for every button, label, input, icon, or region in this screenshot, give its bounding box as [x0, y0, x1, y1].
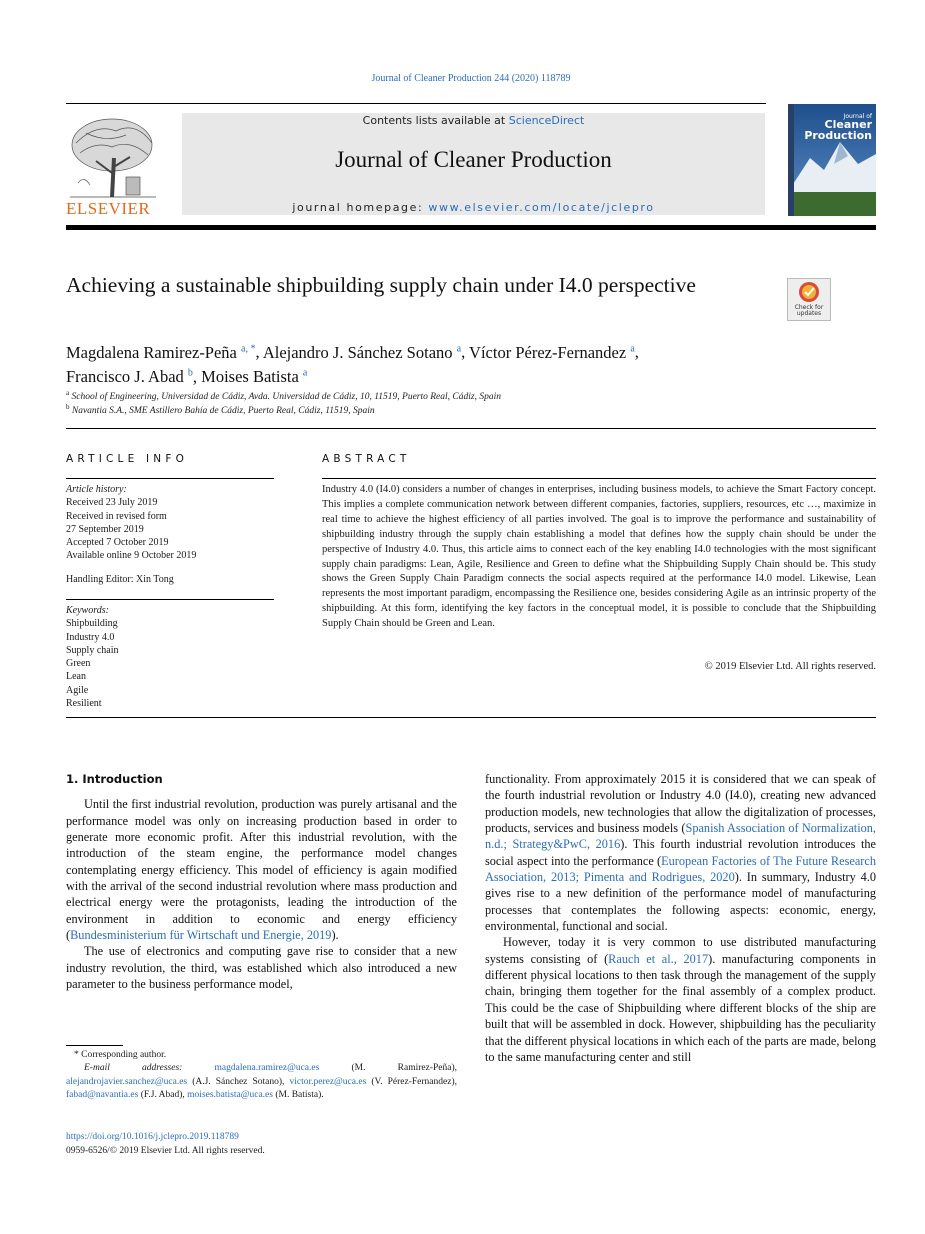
- reference-link[interactable]: European Factories of The Future Research Association, 2013; Pimenta and Rodrigues, 2020: [485, 853, 876, 885]
- cover-title-3: Production: [804, 129, 872, 142]
- section-heading-introduction: 1. Introduction: [66, 772, 163, 786]
- body-right-column: [485, 771, 876, 1065]
- author-list: Magdalena Ramirez-Peña $^{a, *}$, Alejandro J. Sánchez Sotano $^a$, Víctor Pérez-Fernandez $^a$, Francisco J. Abad $^b$, Moises Batista $^a$: [66, 342, 639, 386]
- article-title: Achieving a sustainable shipbuilding supply chain under I4.0 perspective: [66, 273, 696, 297]
- email-link[interactable]: fabad@navantia.es: [66, 1090, 139, 1101]
- contents-prefix: Contents lists available at: [362, 114, 509, 127]
- reference-link[interactable]: Rauch et al., 2017: [608, 951, 709, 966]
- sciencedirect-link[interactable]: ScienceDirect: [508, 114, 585, 127]
- history-item: Available online 9 October 2019: [66, 550, 197, 562]
- author-5[interactable]: Moises Batista $^a$: [201, 367, 308, 386]
- keyword: Resilient: [66, 698, 102, 710]
- paragraph: Until the first industrial revolution, production was purely artisanal and the performance model was only on increasing production based in order to generate more economic profit. After this industrial revolution, with the introduction of the steam engine, the performance model changes contemplating energy efficiency. This model of efficiency is again modified with the arrival of the second industrial revolution where mass production and electrical energy were the protagonists, leading the introduction of the environment in addition to economic and energy efficiency (Bundesministerium für Wirtschaft und Energie, 2019).: [66, 797, 457, 943]
- history-item: Received 23 July 2019: [66, 497, 158, 509]
- email-link[interactable]: magdalena.ramirez@uca.es: [214, 1063, 320, 1074]
- author-1[interactable]: Magdalena Ramirez-Peña $^{a, *}$: [66, 342, 256, 362]
- body-left-column: [66, 771, 457, 992]
- corresponding-author-note: * Corresponding author.: [74, 1050, 167, 1060]
- keyword: Green: [66, 658, 91, 670]
- contents-line: [182, 114, 765, 127]
- history-item: 27 September 2019: [66, 523, 144, 535]
- check-updates-label: Check for updates: [794, 304, 824, 317]
- abstract-text: Industry 4.0 (I4.0) considers a number of changes in enterprises, including business models, to achieve the Smart Factory concept. This implies a complete communication network between different companies, factories, suppliers, resources, etc …, maximize in real time to achieve the highest efficiency of all parties involved. The goal is to improve the performance and sustainability of shipbuilding industry through the supply chain establishing a model that defines how the supply chain should be under the perspective of Industry 4.0. Thus, this article aims to connect each of the key enabling I4.0 technologies with the most significant supply chain paradigms: Lean, Agile, Resilience and Green to define what the Shipbuilding Supply Chain should be. This study shows the Green Supply Chain Paradigm connects the social aspects required at the performance I4.0 model. Likewise, Lean represents the most important paradigm, encompassing the Resilience one, besides considering Agile as an intrinsic property of the shipbuilding. At this form, identifying the key factors in the conceptual model, it is possible to conclude that the Shipbuilding Supply Chain should be Green and Lean.: [322, 484, 876, 630]
- cover-title-2: Cleaner: [824, 118, 872, 131]
- journal-cover-image[interactable]: [788, 104, 876, 216]
- doi-block: [66, 1131, 265, 1158]
- affiliation-a: $^a$ School of Engineering, Universidad de Cádiz, Avda. Universidad de Cádiz, 10, 11519, Puerto Real, Cádiz, Spain: [66, 389, 501, 403]
- email-link[interactable]: moises.batista@uca.es: [187, 1090, 273, 1101]
- homepage-line: [182, 201, 765, 214]
- paragraph: functionality. From approximately 2015 it is considered that we can speak of the fourth industrial revolution or Industry 4.0 (I4.0), creating new advanced production models, new technologies that allow the digitalization of processes, products, services and business models (Spanish Association of Normalization, n.d.; Strategy&PwC, 2016). This fourth industrial revolution introduces the social aspect into the performance (European Factories of The Future Research Association, 2013; Pimenta and Rodrigues, 2020). In summary, Industry 4.0 gives rise to a new definition of the performance model of manufacturing processes that contemplates the following aspects: economic, energy, environmental, functional and social.: [485, 772, 876, 934]
- check-updates-icon: [788, 279, 830, 305]
- paragraph: However, today it is very common to use distributed manufacturing systems consisting of (Rauch et al., 2017). manufacturing components in different physical locations to then task through the management of the supply chain, bringing them together for the final assembly of a complex product. This could be the case of Shipbuilding where different blocks of the ship are built that will be assembled in dock. However, shipbuilding has the peculiarity that the different physical locations in which each of the parts are made, belong to the same manufacturing center and still: [485, 935, 876, 1064]
- author-4[interactable]: Francisco J. Abad $^b$: [66, 367, 193, 386]
- paragraph: The use of electronics and computing gave rise to consider that a new industry revolution, the third, was established which also introduced a new parameter to the business performance model,: [66, 944, 457, 992]
- history-item: Accepted 7 October 2019: [66, 537, 169, 549]
- journal-title: Journal of Cleaner Production: [335, 147, 612, 172]
- author-2[interactable]: Alejandro J. Sánchez Sotano $^a$: [262, 342, 462, 362]
- history-item: Received in revised form: [66, 510, 167, 522]
- journal-citation[interactable]: Journal of Cleaner Production 244 (2020) 118789: [371, 73, 571, 84]
- keywords-rule: [66, 599, 274, 600]
- email-label: E-mail addresses:: [84, 1063, 183, 1074]
- front-matter-rule: [66, 717, 876, 718]
- reference-link[interactable]: Bundesministerium für Wirtschaft und Energie, 2019: [70, 928, 332, 943]
- article-info-heading: ARTICLE INFO: [66, 453, 189, 465]
- footnote: [66, 1049, 457, 1103]
- header-rule: [66, 103, 766, 104]
- reference-link[interactable]: Spanish Association of Normalization, n.d.; Strategy&PwC, 2016: [485, 821, 876, 852]
- abstract-copyright: © 2019 Elsevier Ltd. All rights reserved.: [704, 661, 876, 672]
- email-link[interactable]: alejandrojavier.sanchez@uca.es: [66, 1076, 188, 1087]
- keyword: Agile: [66, 684, 89, 696]
- keyword: Industry 4.0: [66, 631, 115, 643]
- keyword: Lean: [66, 671, 86, 683]
- affiliation-rule: [66, 428, 876, 429]
- abstract-rule: [322, 478, 876, 479]
- elsevier-wordmark[interactable]: ELSEVIER: [66, 199, 151, 218]
- affiliation-b: $^b$ Navantia S.A., SME Astillero Bahía de Cádiz, Puerto Real, Cádiz, 11519, Spain: [66, 403, 375, 417]
- author-3[interactable]: Víctor Pérez-Fernandez $^a$: [469, 342, 635, 362]
- cover-title-1: Journal of: [843, 113, 872, 120]
- header-thick-rule: [66, 225, 876, 230]
- handling-editor: Handling Editor: Xin Tong: [66, 574, 174, 585]
- homepage-prefix: journal homepage:: [292, 201, 429, 214]
- doi-link[interactable]: https://doi.org/10.1016/j.jclepro.2019.118789: [66, 1132, 239, 1142]
- issn-line: 0959-6526/© 2019 Elsevier Ltd. All rights reserved.: [66, 1145, 265, 1156]
- keywords-label: Keywords:: [66, 605, 109, 616]
- keyword: Supply chain: [66, 644, 119, 656]
- article-history: [66, 483, 196, 563]
- check-for-updates-badge[interactable]: [787, 278, 831, 321]
- keyword: Shipbuilding: [66, 618, 118, 630]
- keywords-block: [66, 604, 119, 710]
- homepage-link[interactable]: www.elsevier.com/locate/jclepro: [428, 201, 655, 214]
- history-label: Article history:: [66, 484, 127, 495]
- article-info-rule: [66, 478, 274, 479]
- journal-banner: [182, 113, 765, 215]
- email-link[interactable]: victor.perez@uca.es: [289, 1076, 367, 1087]
- abstract-heading: ABSTRACT: [322, 453, 411, 465]
- email-addresses: E-mail addresses: magdalena.ramirez@uca.es (M. Ramirez-Peña), alejandrojavier.sanchez@uca.es (A.J. Sánchez Sotano), victor.perez@uca.es (V. Pérez-Fernandez), fabad@navantia.es (F.J. Abad), moises.batista@uca.es (M. Batista).: [66, 1063, 458, 1101]
- footnote-rule: [66, 1045, 123, 1046]
